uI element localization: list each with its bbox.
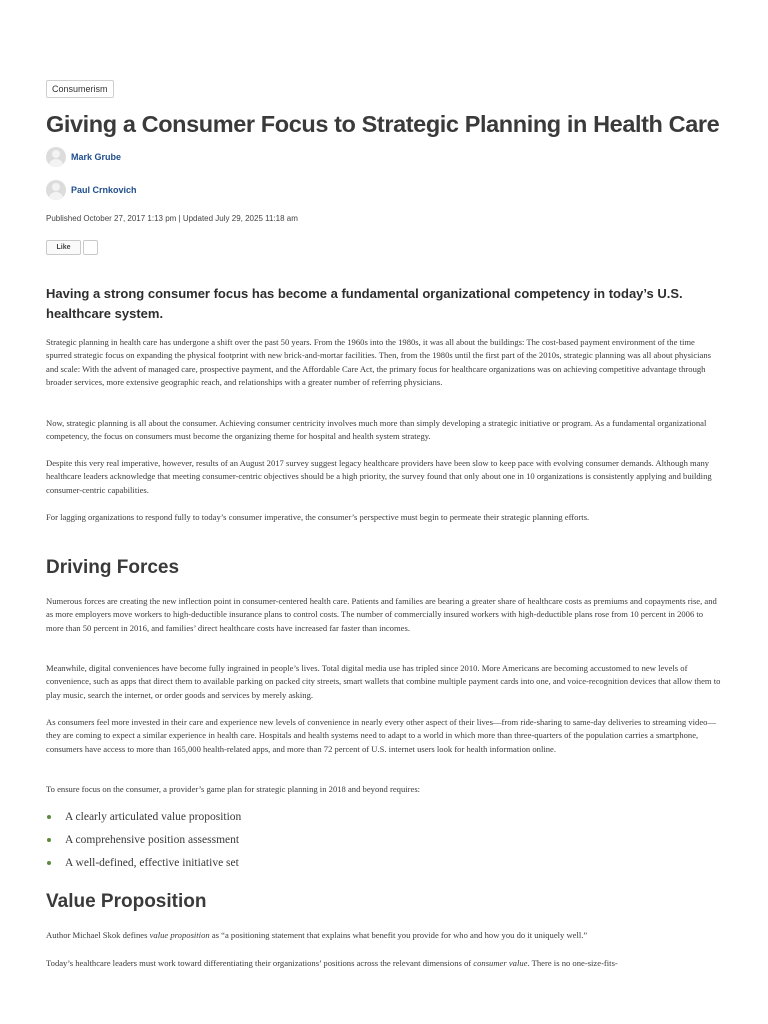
text: Author Michael Skok defines (46, 930, 150, 940)
list-item (46, 831, 241, 854)
like-count-box (83, 240, 98, 255)
list-item (46, 854, 241, 877)
list-item-text: A well-defined, effective initiative set (65, 857, 239, 869)
paragraph (46, 957, 722, 970)
author-paul-crnkovich[interactable] (46, 179, 137, 201)
emphasis: value proposition (149, 930, 210, 940)
paragraph: To ensure focus on the consumer, a provider’s game plan for strategic planning in 2018 and beyond requires: (46, 784, 421, 794)
paragraph: Now, strategic planning is all about the consumer. Achieving consumer centricity involves much more than simply developing a strategic initiative or program. As a fundamental organizational competency, the focus on consumers must become the organizing theme for hospital and health system strategy. (46, 418, 707, 442)
text: as “a positioning statement that explains what benefit you provide for who and how you do it uniquely well.” (209, 930, 588, 940)
list-item (46, 808, 241, 831)
paragraph (46, 929, 722, 942)
category-tag[interactable]: Consumerism (46, 80, 114, 98)
paragraph: Numerous forces are creating the new inflection point in consumer-centered health care. Patients and families are bearing a greater share of healthcare costs as premiums and copayments rise, and as more employers move workers to high-deductible insurance plans to control costs. The number of commercially insured workers with high-deductible plans rose from 10 percent in 2006 to more than 50 percent in 2016, and families’ direct healthcare costs have increased far faster than incomes. (46, 596, 717, 633)
list-item-text: A clearly articulated value proposition (65, 811, 242, 823)
avatar (46, 147, 66, 167)
bullet-icon (47, 815, 51, 819)
paragraph: As consumers feel more invested in their care and experience new levels of convenience in nearly every other aspect of their lives—from ride-sharing to same-day deliveries to streaming video—they are coming to expect a similar experience in health care. Hospitals and health systems need to adapt to a world in which more than three-quarters of the population carries a smartphone, consumers have access to more than 165,000 health-related apps, and more than 72 percent of U.S. internet users look for health information online. (46, 717, 717, 754)
list-item-text: A comprehensive position assessment (65, 834, 240, 846)
publish-date: Published October 27, 2017 1:13 pm | Updated July 29, 2025 11:18 am (46, 214, 298, 223)
paragraph: Despite this very real imperative, however, results of an August 2017 survey suggest legacy healthcare providers have been slow to keep pace with evolving consumer demands. Although many healthcare leaders acknowledge that meeting consumer-centric objectives should be a high priority, the survey found that only about one in 10 organizations is consistently applying and building consumer-centric capabilities. (46, 458, 712, 495)
like-widget (46, 240, 98, 255)
paragraph: Strategic planning in health care has undergone a shift over the past 50 years. From the 1960s into the 1980s, it was all about the buildings: The cost-based payment environment of the time spurred strategic focus on expanding the physical footprint with new brick-and-mortar facilities. Then, from the 1980s until the first part of the 2010s, strategic planning was all about physicians and scale: With the advent of managed care, prospective payment, and the Affordable Care Act, the primary focus for healthcare organizations was on achieving competitive advantage through broader services, more extensive geographic reach, and relationships with a greater number of referring physicians. (46, 337, 711, 388)
section-heading-value-proposition: Value Proposition (46, 891, 207, 912)
emphasis: consumer value (473, 958, 528, 968)
paragraph: Meanwhile, digital conveniences have become fully ingrained in people’s lives. Total digital media use has tripled since 2010. More Americans are becoming accustomed to new levels of convenience, such as apps that direct them to available parking on packed city streets, smart wallets that combine multiple payment cards into one, and voice-recognition devices that allow them to play music, search the internet, or order goods and services by merely asking. (46, 663, 721, 700)
text: . There is no one-size-fits- (527, 958, 618, 968)
bullet-icon (47, 838, 51, 842)
author-name[interactable]: Paul Crnkovich (71, 185, 137, 195)
bullet-icon (47, 861, 51, 865)
avatar (46, 180, 66, 200)
like-button[interactable]: Like (46, 240, 81, 255)
author-name[interactable]: Mark Grube (71, 152, 122, 162)
paragraph: For lagging organizations to respond fully to today’s consumer imperative, the consumer’s perspective must begin to permeate their strategic planning efforts. (46, 512, 590, 522)
text: Today’s healthcare leaders must work toward differentiating their organizations’ positions across the relevant dimensions of (46, 958, 474, 968)
article-title: Giving a Consumer Focus to Strategic Planning in Health Care (46, 111, 720, 137)
section-heading-driving-forces: Driving Forces (46, 557, 180, 578)
author-mark-grube[interactable] (46, 146, 121, 168)
article-lead: Having a strong consumer focus has become a fundamental organizational competency in today’s U.S. healthcare system. (46, 286, 683, 321)
requirements-list (46, 808, 241, 877)
